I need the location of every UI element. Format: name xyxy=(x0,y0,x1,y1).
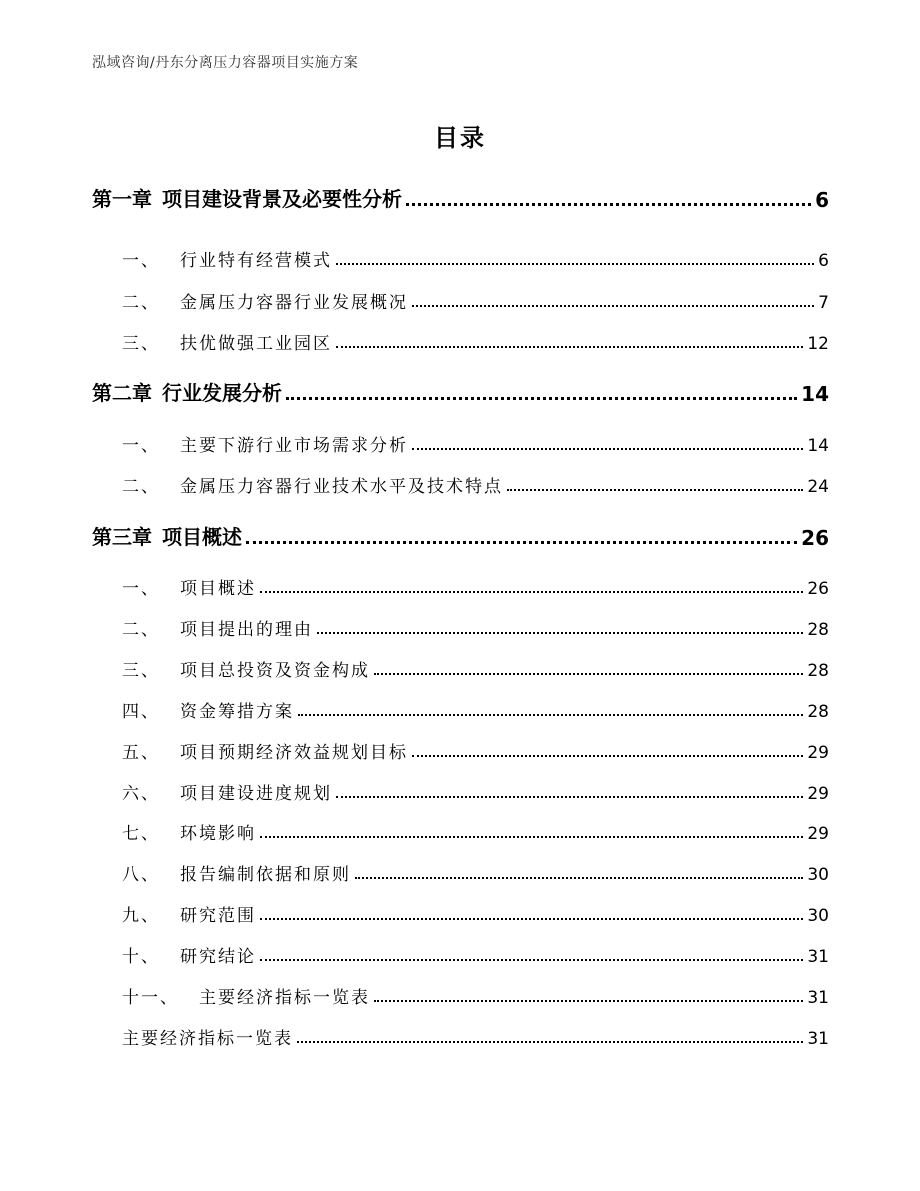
dot-leader xyxy=(297,1041,803,1043)
dot-leader xyxy=(298,714,803,716)
dot-leader xyxy=(317,632,803,634)
toc-entry-number: 九、 xyxy=(122,906,160,926)
toc-entry-title: 项目提出的理由 xyxy=(180,620,313,640)
toc-entry-label xyxy=(122,983,370,1008)
toc-section-entry[interactable] xyxy=(122,778,829,804)
toc-entry-label xyxy=(122,738,408,763)
toc-entry-number: 一、 xyxy=(122,251,160,271)
toc-section-entry[interactable] xyxy=(122,245,829,271)
toc-entry-number: 第三章 xyxy=(92,525,152,549)
toc-entry-number: 二、 xyxy=(122,477,160,497)
toc-chapter-entry[interactable] xyxy=(92,376,829,406)
toc-page-number: 6 xyxy=(818,251,829,271)
toc-page-number: 31 xyxy=(807,1029,829,1049)
dot-leader xyxy=(336,796,803,798)
toc-entry-title: 主要经济指标一览表 xyxy=(199,988,370,1008)
toc-entry-title: 项目建设背景及必要性分析 xyxy=(162,187,402,211)
toc-section-entry[interactable] xyxy=(122,696,829,722)
toc-entry-title: 资金筹措方案 xyxy=(180,702,294,722)
toc-page-number: 26 xyxy=(807,579,829,599)
toc-entry-number: 八、 xyxy=(122,865,160,885)
toc-section-entry[interactable] xyxy=(122,471,829,497)
toc-entry-title: 项目概述 xyxy=(180,579,256,599)
toc-section-entry[interactable] xyxy=(122,287,829,313)
dot-leader xyxy=(406,203,811,206)
toc-section-entry[interactable] xyxy=(122,655,829,681)
toc-entry-title: 项目预期经济效益规划目标 xyxy=(180,743,408,763)
toc-entry-label xyxy=(122,656,370,681)
toc-entry-title: 行业特有经营模式 xyxy=(180,251,332,271)
toc-entry-label xyxy=(122,1024,293,1049)
toc-section-entry[interactable] xyxy=(122,430,829,456)
dot-leader xyxy=(260,591,803,593)
toc-entry-title: 项目总投资及资金构成 xyxy=(180,661,370,681)
toc-entry-label xyxy=(122,819,256,844)
dot-leader xyxy=(412,755,803,757)
toc-page-number: 12 xyxy=(807,334,829,354)
dot-leader xyxy=(336,346,803,348)
toc-entry-label xyxy=(122,329,332,354)
toc-entry-title: 项目建设进度规划 xyxy=(180,784,332,804)
toc-entry-title: 研究结论 xyxy=(180,947,256,967)
toc-entry-title: 金属压力容器行业发展概况 xyxy=(180,293,408,313)
toc-entry-title: 主要下游行业市场需求分析 xyxy=(180,436,408,456)
toc-page-number: 24 xyxy=(807,477,829,497)
toc-entry-number: 第二章 xyxy=(92,381,152,405)
toc-entry-title: 环境影响 xyxy=(180,824,256,844)
toc-entry-number: 一、 xyxy=(122,579,160,599)
toc-page-number: 28 xyxy=(807,661,829,681)
toc-entry-title: 主要经济指标一览表 xyxy=(122,1029,293,1049)
toc-entry-label xyxy=(122,246,332,271)
dot-leader xyxy=(412,305,814,307)
toc-entry-label xyxy=(122,860,351,885)
toc-section-entry[interactable] xyxy=(122,737,829,763)
toc-entry-title: 项目概述 xyxy=(162,525,242,549)
toc-entry-number: 一、 xyxy=(122,436,160,456)
dot-leader xyxy=(374,673,803,675)
toc-entry-label xyxy=(122,574,256,599)
toc-entry-number: 五、 xyxy=(122,743,160,763)
dot-leader xyxy=(374,1000,803,1002)
toc-page-number: 31 xyxy=(807,947,829,967)
toc-page-number: 6 xyxy=(815,188,829,212)
toc-section-entry[interactable] xyxy=(122,1023,829,1049)
toc-entry-label xyxy=(122,697,294,722)
toc-page-number: 7 xyxy=(818,293,829,313)
dot-leader xyxy=(336,263,814,265)
toc-page-number: 14 xyxy=(801,382,829,406)
toc-entry-label xyxy=(122,472,503,497)
toc-entry-number: 二、 xyxy=(122,620,160,640)
dot-leader xyxy=(507,489,803,491)
toc-entry-label xyxy=(92,521,242,550)
toc-page-number: 26 xyxy=(801,526,829,550)
toc-section-entry[interactable] xyxy=(122,982,829,1008)
toc-section-entry[interactable] xyxy=(122,859,829,885)
dot-leader xyxy=(355,877,803,879)
toc-entry-title: 金属压力容器行业技术水平及技术特点 xyxy=(180,477,503,497)
toc-entry-number: 三、 xyxy=(122,334,160,354)
toc-chapter-entry[interactable] xyxy=(92,520,829,550)
toc-page-number: 30 xyxy=(807,906,829,926)
dot-leader xyxy=(260,959,803,961)
dot-leader xyxy=(286,397,797,400)
toc-entry-title: 研究范围 xyxy=(180,906,256,926)
toc-entry-label xyxy=(92,183,402,212)
toc-page-number: 29 xyxy=(807,824,829,844)
toc-entry-label xyxy=(92,377,282,406)
dot-leader xyxy=(246,541,797,544)
toc-entry-title: 扶优做强工业园区 xyxy=(180,334,332,354)
toc-section-entry[interactable] xyxy=(122,328,829,354)
toc-entry-label xyxy=(122,779,332,804)
toc-entry-number: 二、 xyxy=(122,293,160,313)
toc-page-number: 30 xyxy=(807,865,829,885)
toc-entry-label xyxy=(122,288,408,313)
toc-entry-number: 六、 xyxy=(122,784,160,804)
toc-entry-number: 四、 xyxy=(122,702,160,722)
toc-title: 目录 xyxy=(434,124,486,152)
toc-page-number: 28 xyxy=(807,620,829,640)
toc-section-entry[interactable] xyxy=(122,818,829,844)
toc-page-number: 14 xyxy=(807,436,829,456)
toc-section-entry[interactable] xyxy=(122,941,829,967)
dot-leader xyxy=(260,918,803,920)
toc-entry-number: 三、 xyxy=(122,661,160,681)
toc-entry-number: 七、 xyxy=(122,824,160,844)
running-header: 泓域咨询/丹东分离压力容器项目实施方案 xyxy=(92,55,359,71)
toc-entry-number: 十一、 xyxy=(122,988,179,1008)
toc-entry-title: 报告编制依据和原则 xyxy=(180,865,351,885)
toc-entry-number: 第一章 xyxy=(92,187,152,211)
toc-section-entry[interactable] xyxy=(122,573,829,599)
toc-entry-title: 行业发展分析 xyxy=(162,381,282,405)
toc-section-entry[interactable] xyxy=(122,900,829,926)
toc-section-entry[interactable] xyxy=(122,614,829,640)
toc-page-number: 28 xyxy=(807,702,829,722)
toc-entry-label xyxy=(122,615,313,640)
toc-page-number: 31 xyxy=(807,988,829,1008)
dot-leader xyxy=(260,836,803,838)
toc-page-number: 29 xyxy=(807,743,829,763)
toc-chapter-entry[interactable] xyxy=(92,182,829,212)
toc-entry-label xyxy=(122,901,256,926)
dot-leader xyxy=(412,448,803,450)
toc-entry-label xyxy=(122,942,256,967)
toc-entry-label xyxy=(122,431,408,456)
toc-page-number: 29 xyxy=(807,784,829,804)
toc-entry-number: 十、 xyxy=(122,947,160,967)
